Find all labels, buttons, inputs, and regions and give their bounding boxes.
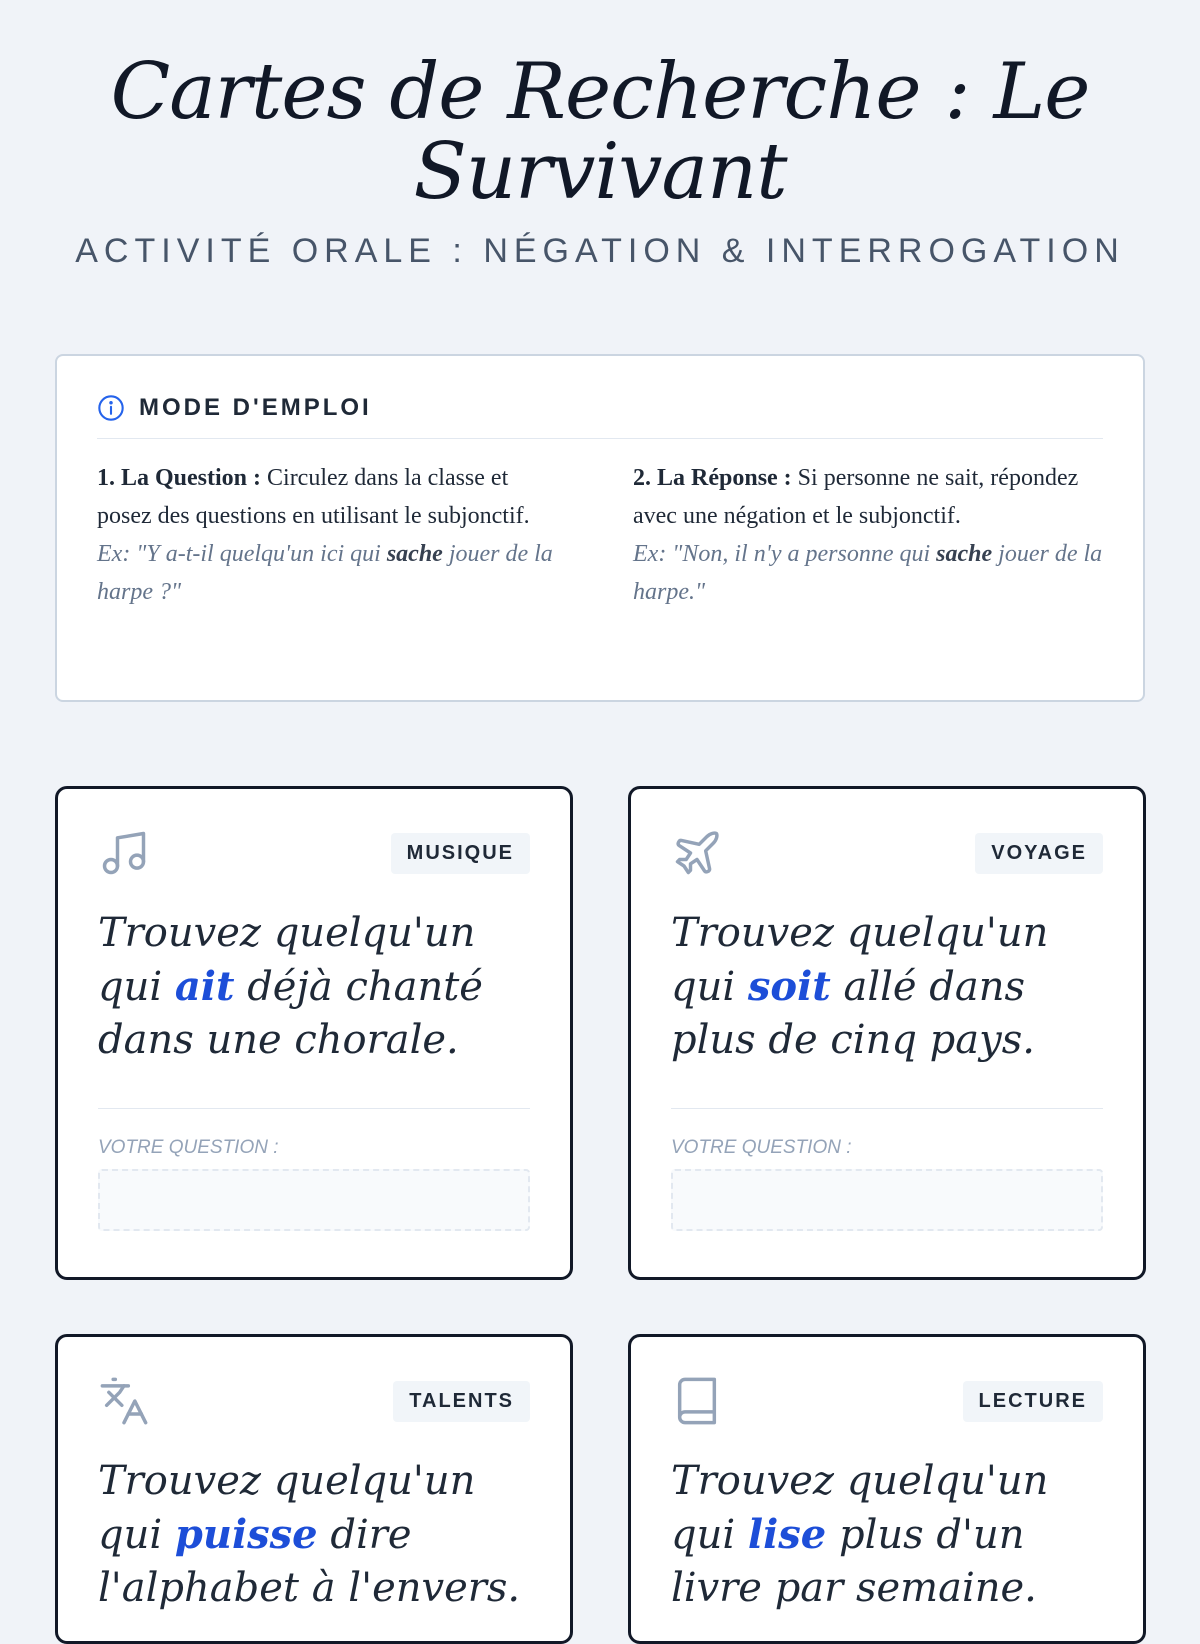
card-prompt	[671, 907, 1103, 1066]
instruction-question	[97, 459, 567, 611]
translate-icon	[98, 1375, 150, 1427]
page-header	[0, 47, 1200, 271]
search-card-travel	[628, 786, 1146, 1280]
airplane-icon	[671, 827, 723, 879]
info-icon	[97, 394, 125, 422]
prompt-after: déjà chanté dans une chorale.	[98, 964, 483, 1063]
search-card-reading	[628, 1334, 1146, 1644]
card-divider	[671, 1108, 1103, 1109]
instruction-answer	[633, 459, 1103, 611]
search-card-talents	[55, 1334, 573, 1644]
prompt-after: plus d'un livre par semaine.	[671, 1512, 1037, 1611]
example-after: jouer de la harpe."	[633, 541, 1103, 605]
prompt-after: dire l'alphabet à l'envers.	[98, 1512, 521, 1611]
card-divider	[98, 1108, 530, 1109]
card-prompt	[98, 907, 530, 1066]
instruction-answer-text: Si personne ne sait, répondez avec une négation et le subjonctif.	[633, 465, 1079, 529]
instruction-answer-label: 2. La Réponse :	[633, 465, 792, 491]
card-prompt	[98, 1455, 530, 1614]
prompt-before: Trouvez quelqu'un qui	[671, 910, 1049, 1010]
page-subtitle: ACTIVITÉ ORALE : NÉGATION & INTERROGATION	[75, 232, 1125, 270]
subjunctive-verb: puisse	[174, 1511, 318, 1558]
question-answer-box[interactable]	[671, 1169, 1103, 1231]
question-label: VOTRE QUESTION :	[98, 1137, 279, 1158]
search-card-music	[55, 786, 573, 1280]
prompt-before: Trouvez quelqu'un qui	[671, 1458, 1049, 1558]
prompt-after: allé dans plus de cinq pays.	[671, 964, 1035, 1063]
subjunctive-verb: ait	[174, 963, 235, 1010]
card-prompt	[671, 1455, 1103, 1614]
question-answer-box[interactable]	[98, 1169, 530, 1231]
instruction-answer-example	[633, 535, 1103, 611]
example-verb: sache	[936, 541, 993, 567]
music-note-icon	[98, 827, 150, 879]
subjunctive-verb: lise	[747, 1511, 827, 1558]
book-icon	[671, 1375, 723, 1427]
instruction-question-example	[97, 535, 567, 611]
category-badge: VOYAGE	[975, 833, 1103, 874]
prompt-before: Trouvez quelqu'un qui	[98, 910, 476, 1010]
subjunctive-verb: soit	[747, 963, 831, 1010]
instruction-question-label: 1. La Question :	[97, 465, 262, 491]
instructions-panel	[55, 354, 1145, 702]
example-before: Ex: "Non, il n'y a personne qui	[633, 541, 931, 567]
instruction-question-text: Circulez dans la classe et posez des questions en utilisant le subjonctif.	[97, 465, 530, 529]
page-title: Cartes de Recherche : Le Survivant	[110, 47, 1090, 217]
category-badge: TALENTS	[393, 1381, 530, 1422]
instructions-header	[97, 386, 1103, 439]
example-verb: sache	[386, 541, 443, 567]
instructions-title: MODE D'EMPLOI	[139, 394, 372, 421]
category-badge: LECTURE	[963, 1381, 1103, 1422]
category-badge: MUSIQUE	[391, 833, 530, 874]
example-before: Ex: "Y a-t-il quelqu'un ici qui	[97, 541, 381, 567]
question-label: VOTRE QUESTION :	[671, 1137, 852, 1158]
prompt-before: Trouvez quelqu'un qui	[98, 1458, 476, 1558]
example-after: jouer de la harpe ?"	[97, 541, 553, 605]
